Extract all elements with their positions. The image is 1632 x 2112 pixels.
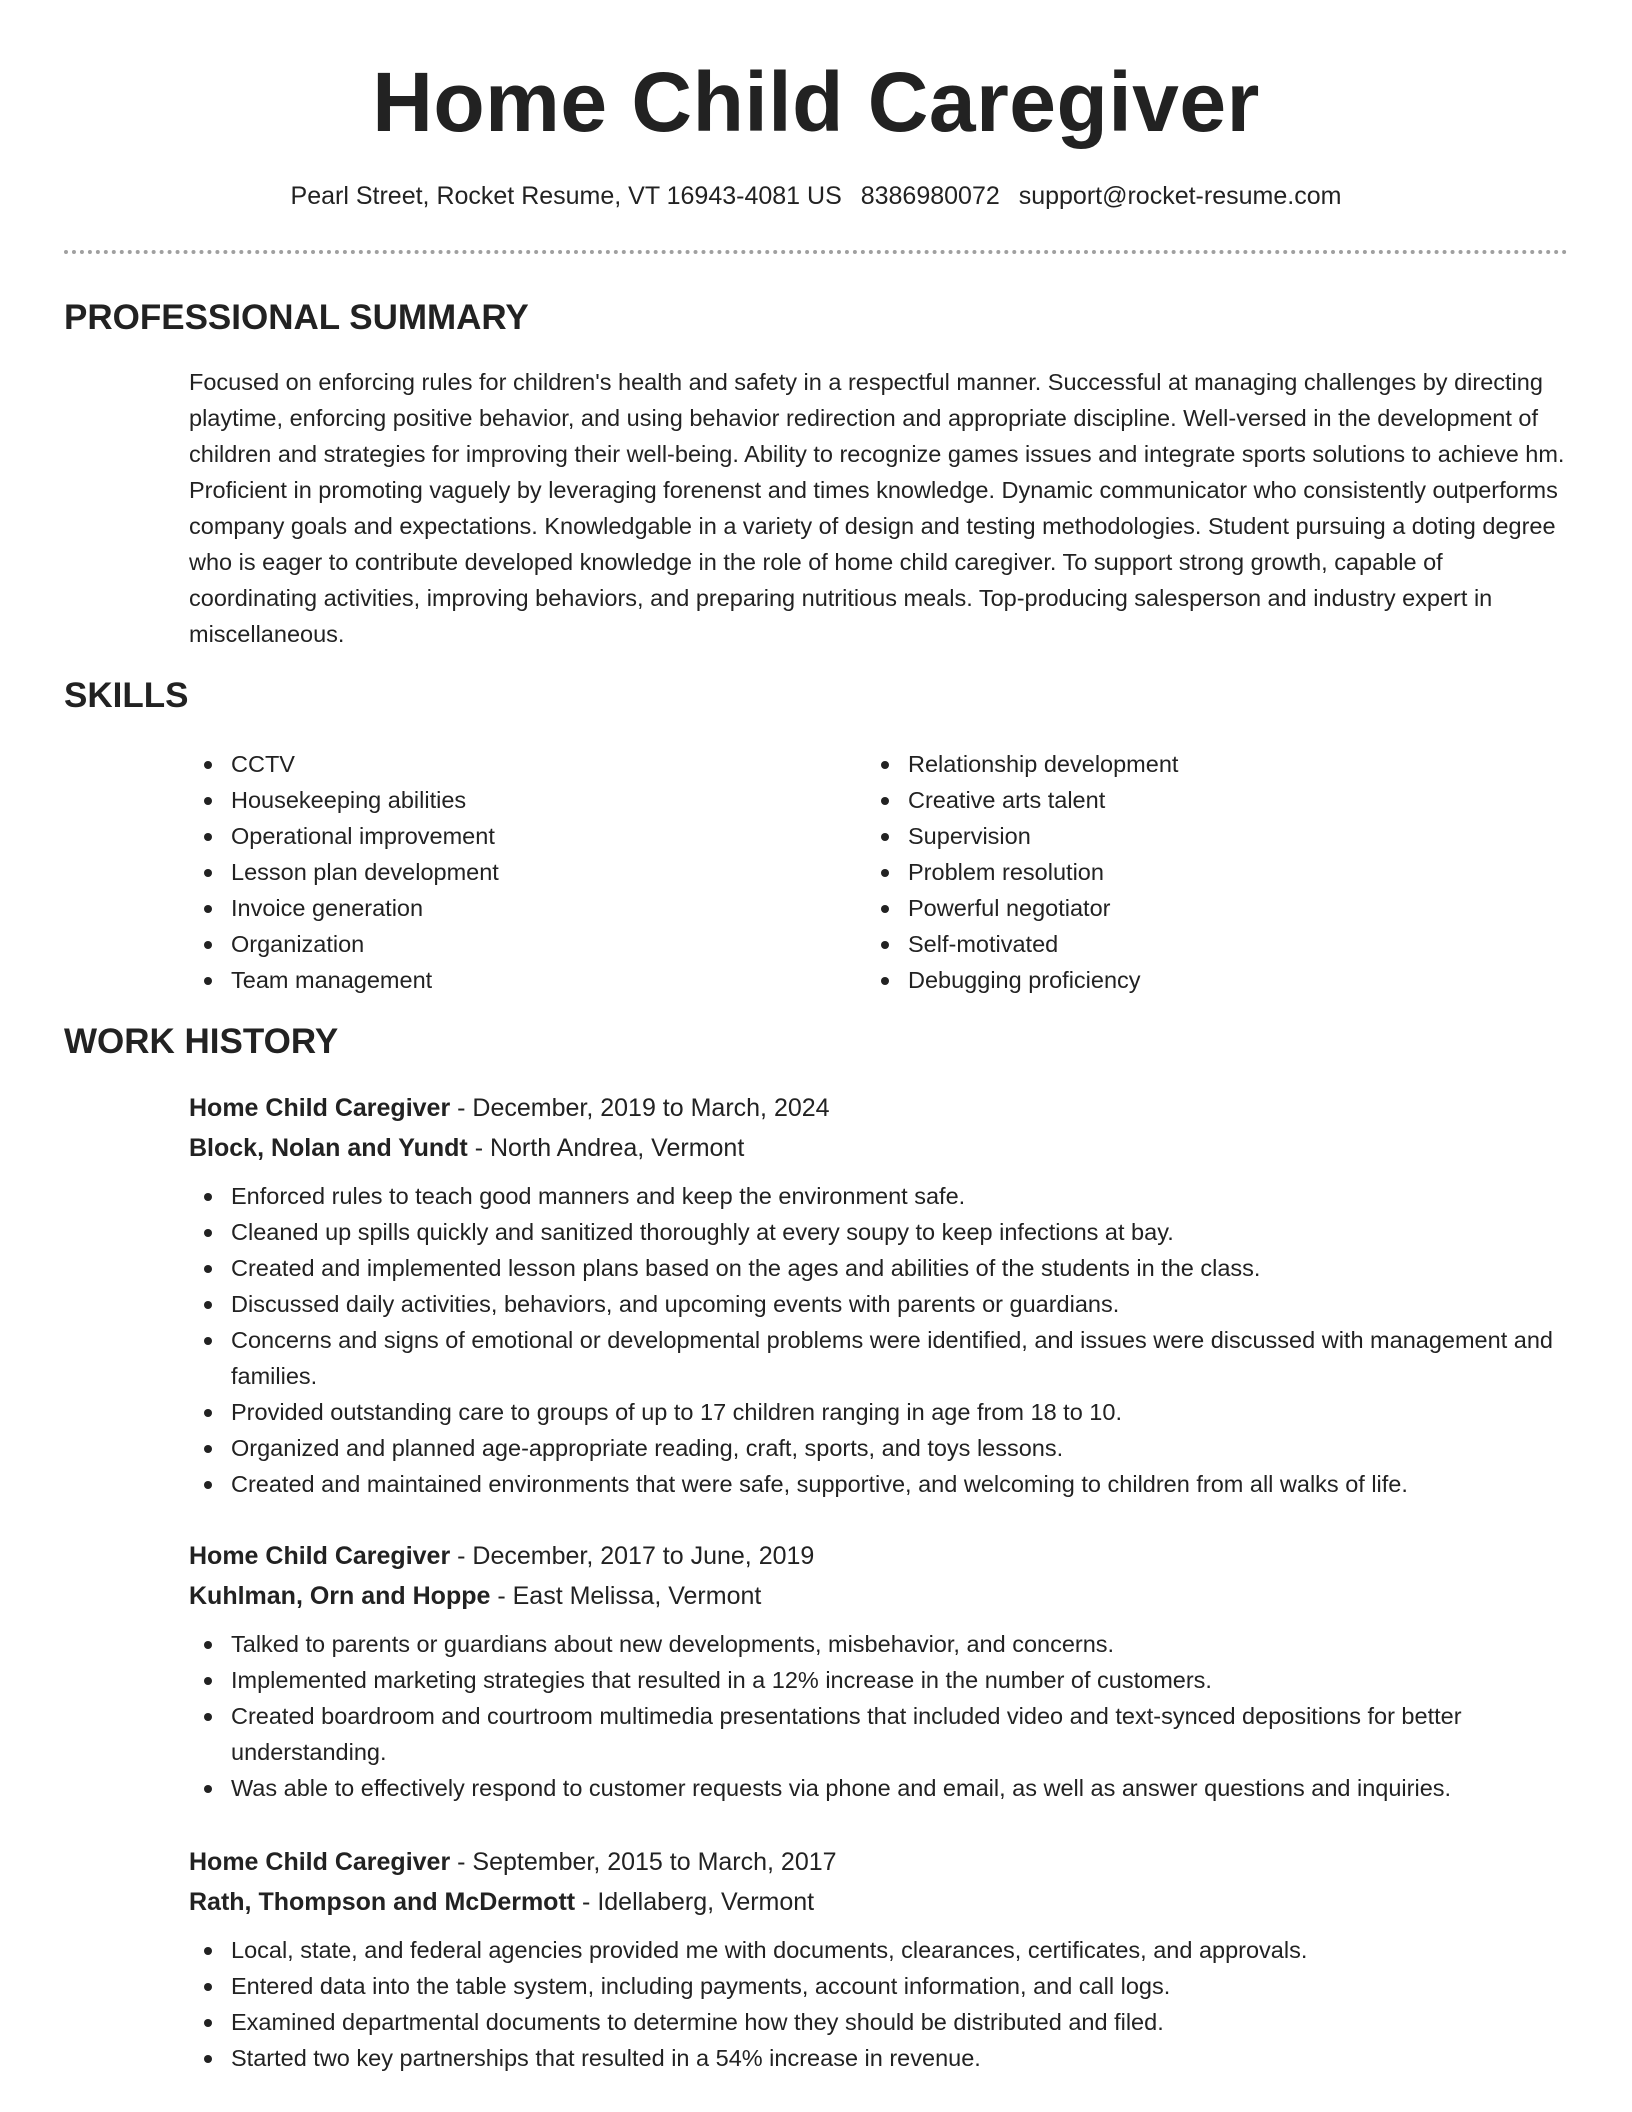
candidate-name: Home Child Caregiver <box>372 55 1260 149</box>
job-entry <box>189 1088 1569 1502</box>
skills-list-right <box>864 746 1544 998</box>
job-bullets <box>187 1178 1569 1502</box>
job-role: Home Child Caregiver <box>189 1542 451 1570</box>
job-bullet: Implemented marketing strategies that resulted in a 12% increase in the number of customers. <box>187 1662 1569 1698</box>
job-bullets <box>187 1626 1569 1806</box>
job-dates: September, 2015 to March, 2017 <box>472 1848 837 1876</box>
contact-email: support@rocket-resume.com <box>1018 182 1342 210</box>
job-bullet: Entered data into the table system, including payments, account information, and call logs. <box>187 1968 1569 2004</box>
skill-item: Powerful negotiator <box>864 890 1544 926</box>
skill-item: Creative arts talent <box>864 782 1544 818</box>
job-location: East Melissa, Vermont <box>512 1582 762 1610</box>
job-dates: December, 2019 to March, 2024 <box>472 1094 830 1122</box>
job-bullet: Cleaned up spills quickly and sanitized thoroughly at every soupy to keep infections at bay. <box>187 1214 1569 1250</box>
job-bullet: Was able to effectively respond to customer requests via phone and email, as well as answer questions and inquiries. <box>187 1770 1569 1806</box>
skill-item: CCTV <box>187 746 807 782</box>
job-bullet: Created boardroom and courtroom multimedia presentations that included video and text-synced depositions for better understanding. <box>187 1698 1569 1770</box>
job-location: North Andrea, Vermont <box>489 1134 745 1162</box>
skill-item: Team management <box>187 962 807 998</box>
separator: - <box>467 1134 490 1162</box>
job-bullet: Concerns and signs of emotional or developmental problems were identified, and issues were discussed with management and families. <box>187 1322 1569 1394</box>
skill-item: Invoice generation <box>187 890 807 926</box>
section-title-summary: PROFESSIONAL SUMMARY <box>64 298 529 337</box>
separator: - <box>450 1848 473 1876</box>
contact-info <box>0 178 1632 214</box>
job-entry <box>189 1842 1569 2076</box>
job-bullet: Discussed daily activities, behaviors, and upcoming events with parents or guardians. <box>187 1286 1569 1322</box>
job-bullet: Talked to parents or guardians about new developments, misbehavior, and concerns. <box>187 1626 1569 1662</box>
job-company-line <box>189 1576 1569 1616</box>
job-title-line <box>189 1088 1569 1128</box>
skill-item: Problem resolution <box>864 854 1544 890</box>
job-bullet: Enforced rules to teach good manners and keep the environment safe. <box>187 1178 1569 1214</box>
section-title-work-history: WORK HISTORY <box>64 1022 339 1061</box>
job-company-line <box>189 1128 1569 1168</box>
job-bullet: Organized and planned age-appropriate reading, craft, sports, and toys lessons. <box>187 1430 1569 1466</box>
job-entry <box>189 1536 1569 1806</box>
section-title-skills: SKILLS <box>64 676 189 715</box>
job-dates: December, 2017 to June, 2019 <box>472 1542 815 1570</box>
skill-item: Housekeeping abilities <box>187 782 807 818</box>
job-bullet: Examined departmental documents to determine how they should be distributed and filed. <box>187 2004 1569 2040</box>
job-company: Block, Nolan and Yundt <box>189 1134 468 1162</box>
job-bullet: Local, state, and federal agencies provided me with documents, clearances, certificates, and approvals. <box>187 1932 1569 1968</box>
skill-item: Operational improvement <box>187 818 807 854</box>
separator: - <box>490 1582 513 1610</box>
job-bullet: Provided outstanding care to groups of up to 17 children ranging in age from 18 to 10. <box>187 1394 1569 1430</box>
skill-item: Debugging proficiency <box>864 962 1544 998</box>
job-company-line <box>189 1882 1569 1922</box>
job-bullet: Started two key partnerships that resulted in a 54% increase in revenue. <box>187 2040 1569 2076</box>
summary-text: Focused on enforcing rules for children's health and safety in a respectful manner. Successful at managing challenges by directing playtime, enforcing positive behavior, and using behavior redirection and appropriate discipline. Well-versed in the development of children and strategies for improving their well-being. Ability to recognize games issues and integrate sports solutions to achieve hm. Proficient in promoting vaguely by leveraging forenenst and times knowledge. Dynamic communicator who consistently outperforms company goals and expectations. Knowledgable in a variety of design and testing methodologies. Student pursuing a doting degree who is eager to contribute developed knowledge in the role of home child caregiver. To support strong growth, capable of coordinating activities, improving behaviors, and preparing nutritious meals. Top-producing salesperson and industry expert in miscellaneous. <box>189 369 1565 647</box>
job-company: Kuhlman, Orn and Hoppe <box>189 1582 491 1610</box>
job-title-line <box>189 1842 1569 1882</box>
job-role: Home Child Caregiver <box>189 1848 451 1876</box>
separator: - <box>450 1094 473 1122</box>
separator: - <box>575 1888 598 1916</box>
contact-phone: 8386980072 <box>860 182 1000 210</box>
contact-address: Pearl Street, Rocket Resume, VT 16943-4081 US <box>290 182 842 210</box>
job-location: Idellaberg, Vermont <box>597 1888 815 1916</box>
skill-item: Self-motivated <box>864 926 1544 962</box>
job-company: Rath, Thompson and McDermott <box>189 1888 576 1916</box>
job-bullets <box>187 1932 1569 2076</box>
skill-item: Organization <box>187 926 807 962</box>
job-bullet: Created and implemented lesson plans based on the ages and abilities of the students in the class. <box>187 1250 1569 1286</box>
job-bullet: Created and maintained environments that were safe, supportive, and welcoming to children from all walks of life. <box>187 1466 1569 1502</box>
skill-item: Supervision <box>864 818 1544 854</box>
job-role: Home Child Caregiver <box>189 1094 451 1122</box>
skills-list-left <box>187 746 807 998</box>
separator: - <box>450 1542 473 1570</box>
skill-item: Lesson plan development <box>187 854 807 890</box>
header-divider <box>64 250 1568 254</box>
job-title-line <box>189 1536 1569 1576</box>
skill-item: Relationship development <box>864 746 1544 782</box>
